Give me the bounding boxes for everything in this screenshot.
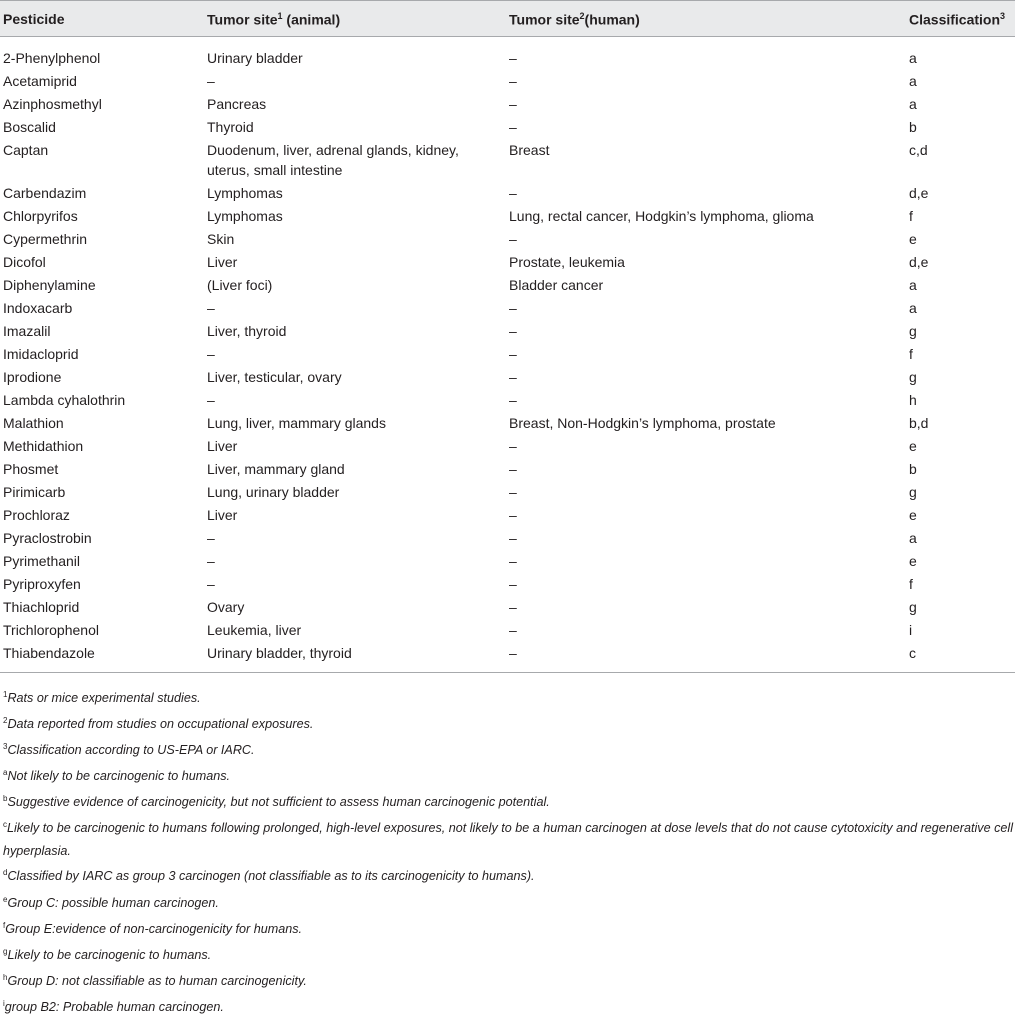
table-row	[0, 252, 1015, 275]
cell-tumor-human: –	[509, 530, 517, 546]
footnote	[3, 684, 1013, 710]
cell-pesticide: Pyrimethanil	[3, 553, 81, 569]
table-row	[0, 482, 1015, 505]
cell-tumor-animal: Lung, urinary bladder	[207, 484, 340, 500]
cell-classification: h	[909, 392, 917, 408]
cell-pesticide: Imazalil	[3, 323, 51, 339]
cell-classification: g	[909, 323, 917, 339]
table-row	[0, 436, 1015, 459]
footnote-mark: f	[3, 920, 6, 930]
cell-classification: e	[909, 438, 917, 454]
cell-pesticide: Pirimicarb	[3, 484, 66, 500]
header-tumor-site-animal: Tumor site$^1$ (animal)	[207, 11, 341, 28]
cell-classification: g	[909, 599, 917, 615]
footnote-mark: c	[3, 820, 7, 830]
cell-tumor-animal: Liver, testicular, ovary	[207, 369, 342, 385]
cell-tumor-human: –	[509, 576, 517, 592]
footnote-text: Not likely to be carcinogenic to humans.	[7, 769, 231, 784]
table-row	[0, 551, 1015, 574]
table-row	[0, 48, 1015, 71]
cell-tumor-human: –	[509, 323, 517, 339]
cell-classification: i	[909, 622, 913, 638]
cell-pesticide: Azinphosmethyl	[3, 96, 102, 112]
cell-tumor-animal: –	[207, 73, 215, 89]
cell-classification: c	[909, 645, 916, 661]
cell-tumor-human: –	[509, 300, 517, 316]
cell-tumor-animal: Pancreas	[207, 96, 267, 112]
cell-classification: a	[909, 50, 917, 66]
cell-tumor-animal: Liver, mammary gland	[207, 461, 345, 477]
table-row	[0, 643, 1015, 666]
table-row	[0, 71, 1015, 94]
cell-pesticide: Imidacloprid	[3, 346, 79, 362]
cell-tumor-human: Prostate, leukemia	[509, 254, 625, 270]
cell-tumor-animal: Liver, thyroid	[207, 323, 287, 339]
cell-tumor-human: –	[509, 507, 517, 523]
cell-tumor-animal: Lung, liver, mammary glands	[207, 415, 386, 431]
cell-pesticide: Iprodione	[3, 369, 62, 385]
cell-tumor-animal: Duodenum, liver, adrenal glands, kidney, uterus, small intestine	[207, 142, 459, 178]
cell-tumor-human: –	[509, 553, 517, 569]
cell-tumor-human: –	[509, 185, 517, 201]
cell-pesticide: Dicofol	[3, 254, 46, 270]
footnote-mark: g	[3, 946, 8, 956]
footnote-mark: e	[3, 894, 8, 904]
cell-tumor-animal: Thyroid	[207, 119, 254, 135]
footnote-text: Likely to be carcinogenic to humans following prolonged, high-level exposures, not likely to be a human carcinogen at dose levels that do not cause cytotoxicity and regenerative cell hyperplasia.	[3, 821, 1013, 858]
table-row	[0, 206, 1015, 229]
cell-tumor-human: –	[509, 96, 517, 112]
footnote	[3, 788, 1013, 814]
footnote-text: Classification according to US-EPA or IARC.	[7, 743, 255, 758]
cell-pesticide: Thiachloprid	[3, 599, 80, 615]
table-row	[0, 321, 1015, 344]
cell-tumor-animal: Lymphomas	[207, 185, 283, 201]
footnote	[3, 993, 1013, 1019]
footnote-text: Suggestive evidence of carcinogenicity, but not sufficient to assess human carcinogenic potential.	[7, 795, 550, 810]
cell-tumor-human: –	[509, 231, 517, 247]
cell-classification: g	[909, 369, 917, 385]
header-tumor-site-human: Tumor site$^2$(human)	[509, 11, 640, 28]
footnote-text: Group E:evidence of non-carcinogenicity for humans.	[5, 921, 303, 936]
footnote-mark: i	[3, 998, 5, 1008]
table-row	[0, 298, 1015, 321]
footnote-text: Group C: possible human carcinogen.	[7, 895, 219, 910]
cell-tumor-animal: Lymphomas	[207, 208, 283, 224]
cell-classification: f	[909, 576, 913, 592]
cell-tumor-animal: Urinary bladder, thyroid	[207, 645, 352, 661]
footnote-mark: 2	[3, 716, 8, 726]
cell-tumor-animal: –	[207, 346, 215, 362]
table-row	[0, 620, 1015, 643]
cell-tumor-human: –	[509, 622, 517, 638]
footnote-text: Group D: not classifiable as to human carcinogenicity.	[7, 974, 307, 989]
cell-tumor-human: –	[509, 438, 517, 454]
cell-pesticide: Thiabendazole	[3, 645, 95, 661]
cell-tumor-animal: Leukemia, liver	[207, 622, 302, 638]
footnote-text: Rats or mice experimental studies.	[7, 691, 201, 706]
cell-tumor-human: –	[509, 369, 517, 385]
table-row	[0, 344, 1015, 367]
cell-classification: c,d	[909, 142, 928, 158]
cell-tumor-animal: Ovary	[207, 599, 245, 615]
footnote	[3, 862, 1013, 888]
table-row	[0, 574, 1015, 597]
footnote-text: Data reported from studies on occupational exposures.	[7, 717, 314, 732]
footnote-mark: a	[3, 768, 8, 778]
table-row	[0, 140, 1015, 183]
cell-classification: b,d	[909, 415, 929, 431]
cell-classification: g	[909, 484, 917, 500]
cell-tumor-human: –	[509, 73, 517, 89]
table-divider	[0, 672, 1015, 673]
cell-tumor-animal: –	[207, 553, 215, 569]
cell-pesticide: Pyraclostrobin	[3, 530, 92, 546]
cell-classification: e	[909, 507, 917, 523]
cell-classification: f	[909, 208, 913, 224]
cell-classification: a	[909, 277, 917, 293]
cell-tumor-human: Breast	[509, 142, 550, 158]
cell-tumor-animal: –	[207, 392, 215, 408]
cell-pesticide: Cypermethrin	[3, 231, 88, 247]
table-row	[0, 597, 1015, 620]
table-row	[0, 183, 1015, 206]
table-row	[0, 275, 1015, 298]
cell-pesticide: Prochloraz	[3, 507, 70, 523]
table-row	[0, 367, 1015, 390]
cell-classification: a	[909, 300, 917, 316]
cell-pesticide: Carbendazim	[3, 185, 87, 201]
footnote-mark: 3	[3, 742, 8, 752]
cell-tumor-human: Lung, rectal cancer, Hodgkin’s lymphoma, glioma	[509, 208, 814, 224]
cell-classification: b	[909, 119, 917, 135]
table-row	[0, 94, 1015, 117]
footnote	[3, 710, 1013, 736]
cell-tumor-human: –	[509, 484, 517, 500]
cell-tumor-human: Breast, Non-Hodgkin’s lymphoma, prostate	[509, 415, 776, 431]
cell-tumor-human: –	[509, 119, 517, 135]
table-body	[0, 48, 1015, 666]
cell-pesticide: Chlorpyrifos	[3, 208, 78, 224]
footnote-text: group B2: Probable human carcinogen.	[4, 1000, 224, 1015]
cell-classification: a	[909, 530, 917, 546]
table-row	[0, 390, 1015, 413]
cell-tumor-human: Bladder cancer	[509, 277, 604, 293]
footnote-text: Classified by IARC as group 3 carcinogen (not classifiable as to its carcinogenicity to humans).	[7, 869, 535, 884]
cell-pesticide: Indoxacarb	[3, 300, 73, 316]
footnote-text: Likely to be carcinogenic to humans.	[7, 947, 212, 962]
table-row	[0, 229, 1015, 252]
footnote	[3, 889, 1013, 915]
table-header	[0, 0, 1015, 37]
footnote	[3, 736, 1013, 762]
cell-tumor-animal: Liver	[207, 438, 238, 454]
cell-pesticide: 2-Phenylphenol	[3, 50, 101, 66]
footnote-mark: d	[3, 868, 8, 878]
cell-pesticide: Lambda cyhalothrin	[3, 392, 126, 408]
footnote-mark: 1	[3, 690, 8, 699]
header-classification: Classification$^3$	[909, 11, 1006, 28]
footnote-mark: b	[3, 794, 8, 804]
cell-tumor-human: –	[509, 392, 517, 408]
cell-pesticide: Boscalid	[3, 119, 56, 135]
cell-classification: d,e	[909, 185, 929, 201]
cell-pesticide: Captan	[3, 142, 49, 158]
cell-pesticide: Trichlorophenol	[3, 622, 99, 638]
table-row	[0, 528, 1015, 551]
cell-classification: f	[909, 346, 913, 362]
table-row	[0, 413, 1015, 436]
footnote	[3, 762, 1013, 788]
table-row	[0, 505, 1015, 528]
cell-tumor-human: –	[509, 346, 517, 362]
cell-tumor-animal: –	[207, 300, 215, 316]
cell-tumor-human: –	[509, 599, 517, 615]
cell-classification: a	[909, 73, 917, 89]
cell-tumor-animal: Skin	[207, 231, 235, 247]
cell-tumor-animal: Liver	[207, 507, 238, 523]
table-footnotes	[3, 684, 1013, 1019]
cell-pesticide: Diphenylamine	[3, 277, 96, 293]
cell-classification: e	[909, 231, 917, 247]
cell-classification: a	[909, 96, 917, 112]
cell-tumor-human: –	[509, 50, 517, 66]
cell-tumor-animal: –	[207, 530, 215, 546]
footnote	[3, 915, 1013, 941]
cell-classification: e	[909, 553, 917, 569]
cell-pesticide: Acetamiprid	[3, 73, 77, 89]
cell-tumor-human: –	[509, 461, 517, 477]
cell-tumor-animal: Urinary bladder	[207, 50, 303, 66]
cell-classification: b	[909, 461, 917, 477]
footnote	[3, 941, 1013, 967]
cell-pesticide: Methidathion	[3, 438, 84, 454]
footnote	[3, 967, 1013, 993]
cell-pesticide: Pyriproxyfen	[3, 576, 81, 592]
cell-tumor-human: –	[509, 645, 517, 661]
header-pesticide: Pesticide	[3, 11, 65, 27]
cell-tumor-animal: (Liver foci)	[207, 277, 273, 293]
cell-classification: d,e	[909, 254, 929, 270]
table-row	[0, 459, 1015, 482]
footnote-mark: h	[3, 972, 8, 982]
footnote	[3, 814, 1013, 862]
cell-tumor-animal: –	[207, 576, 215, 592]
table-row	[0, 117, 1015, 140]
cell-tumor-animal: Liver	[207, 254, 238, 270]
cell-pesticide: Phosmet	[3, 461, 59, 477]
cell-pesticide: Malathion	[3, 415, 64, 431]
